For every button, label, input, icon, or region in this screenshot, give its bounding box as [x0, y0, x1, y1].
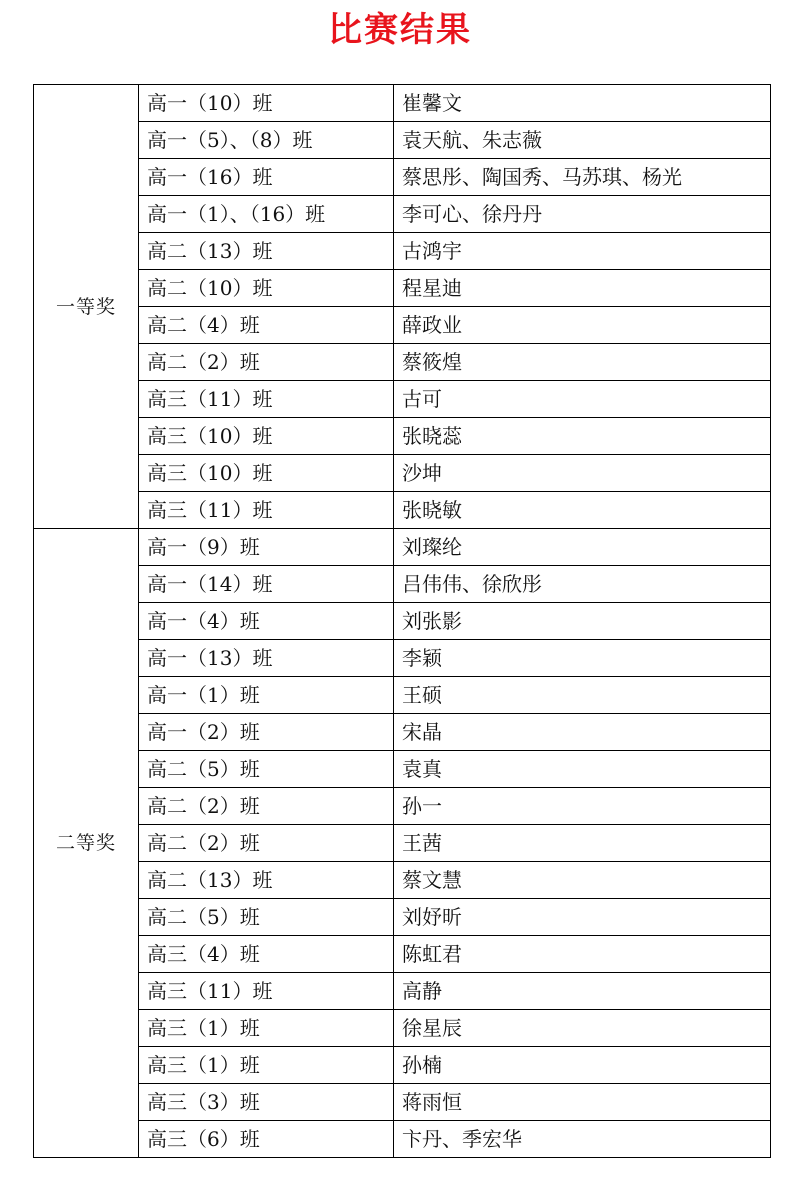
- table-row: [34, 603, 771, 640]
- class-cell: 高三（11）班: [139, 973, 394, 1010]
- table-row: [34, 1010, 771, 1047]
- winner-names-cell: 李可心、徐丹丹: [394, 196, 771, 233]
- winner-names-cell: 张晓敏: [394, 492, 771, 529]
- table-row: [34, 714, 771, 751]
- winner-names-cell: 张晓蕊: [394, 418, 771, 455]
- winner-names-cell: 吕伟伟、徐欣彤: [394, 566, 771, 603]
- table-row: [34, 307, 771, 344]
- winner-names-cell: 蔡思彤、陶国秀、马苏琪、杨光: [394, 159, 771, 196]
- winner-names-cell: 袁真: [394, 751, 771, 788]
- winner-names-cell: 沙坤: [394, 455, 771, 492]
- class-cell: 高二（2）班: [139, 788, 394, 825]
- class-cell: 高一（2）班: [139, 714, 394, 751]
- winner-names-cell: 徐星辰: [394, 1010, 771, 1047]
- class-cell: 高三（1）班: [139, 1010, 394, 1047]
- winner-names-cell: 刘张影: [394, 603, 771, 640]
- winner-names-cell: 李颖: [394, 640, 771, 677]
- class-cell: 高二（5）班: [139, 751, 394, 788]
- winner-names-cell: 孙一: [394, 788, 771, 825]
- table-row: [34, 529, 771, 566]
- winner-names-cell: 王茜: [394, 825, 771, 862]
- class-cell: 高二（10）班: [139, 270, 394, 307]
- table-row: [34, 936, 771, 973]
- class-cell: 高三（10）班: [139, 455, 394, 492]
- class-cell: 高二（4）班: [139, 307, 394, 344]
- winner-names-cell: 高静: [394, 973, 771, 1010]
- class-cell: 高二（2）班: [139, 825, 394, 862]
- table-row: [34, 492, 771, 529]
- class-cell: 高三（6）班: [139, 1121, 394, 1158]
- winner-names-cell: 蔡筱煌: [394, 344, 771, 381]
- winner-names-cell: 卞丹、季宏华: [394, 1121, 771, 1158]
- class-cell: 高二（5）班: [139, 899, 394, 936]
- class-cell: 高一（9）班: [139, 529, 394, 566]
- winner-names-cell: 袁天航、朱志薇: [394, 122, 771, 159]
- winner-names-cell: 孙楠: [394, 1047, 771, 1084]
- results-table-body: [34, 85, 771, 1158]
- table-row: [34, 566, 771, 603]
- winner-names-cell: 蔡文慧: [394, 862, 771, 899]
- class-cell: 高三（10）班: [139, 418, 394, 455]
- winner-names-cell: 陈虹君: [394, 936, 771, 973]
- table-row: [34, 233, 771, 270]
- table-row: [34, 1047, 771, 1084]
- award-level-cell: 一等奖: [34, 85, 139, 529]
- table-row: [34, 418, 771, 455]
- table-row: [34, 1121, 771, 1158]
- class-cell: 高三（4）班: [139, 936, 394, 973]
- winner-names-cell: 崔馨文: [394, 85, 771, 122]
- class-cell: 高三（3）班: [139, 1084, 394, 1121]
- table-row: [34, 381, 771, 418]
- table-row: [34, 85, 771, 122]
- table-row: [34, 899, 771, 936]
- award-level-cell: 二等奖: [34, 529, 139, 1158]
- class-cell: 高一（10）班: [139, 85, 394, 122]
- table-row: [34, 122, 771, 159]
- results-table: [33, 84, 771, 1158]
- table-row: [34, 196, 771, 233]
- table-row: [34, 640, 771, 677]
- class-cell: 高三（11）班: [139, 492, 394, 529]
- class-cell: 高一（4）班: [139, 603, 394, 640]
- class-cell: 高三（1）班: [139, 1047, 394, 1084]
- class-cell: 高一（13）班: [139, 640, 394, 677]
- class-cell: 高一（16）班: [139, 159, 394, 196]
- table-row: [34, 455, 771, 492]
- winner-names-cell: 王硕: [394, 677, 771, 714]
- table-row: [34, 159, 771, 196]
- class-cell: 高二（13）班: [139, 233, 394, 270]
- winner-names-cell: 程星迪: [394, 270, 771, 307]
- class-cell: 高一（1）、（16）班: [139, 196, 394, 233]
- table-row: [34, 862, 771, 899]
- table-row: [34, 825, 771, 862]
- winner-names-cell: 古鸿宇: [394, 233, 771, 270]
- winner-names-cell: 薛政业: [394, 307, 771, 344]
- class-cell: 高一（1）班: [139, 677, 394, 714]
- table-row: [34, 1084, 771, 1121]
- class-cell: 高一（5）、（8）班: [139, 122, 394, 159]
- class-cell: 高二（2）班: [139, 344, 394, 381]
- table-row: [34, 751, 771, 788]
- table-row: [34, 344, 771, 381]
- table-row: [34, 677, 771, 714]
- table-row: [34, 973, 771, 1010]
- winner-names-cell: 刘璨纶: [394, 529, 771, 566]
- class-cell: 高二（13）班: [139, 862, 394, 899]
- table-row: [34, 270, 771, 307]
- winner-names-cell: 刘妤昕: [394, 899, 771, 936]
- class-cell: 高三（11）班: [139, 381, 394, 418]
- table-row: [34, 788, 771, 825]
- winner-names-cell: 蒋雨恒: [394, 1084, 771, 1121]
- class-cell: 高一（14）班: [139, 566, 394, 603]
- page-title: 比赛结果: [328, 10, 472, 50]
- winner-names-cell: 宋晶: [394, 714, 771, 751]
- winner-names-cell: 古可: [394, 381, 771, 418]
